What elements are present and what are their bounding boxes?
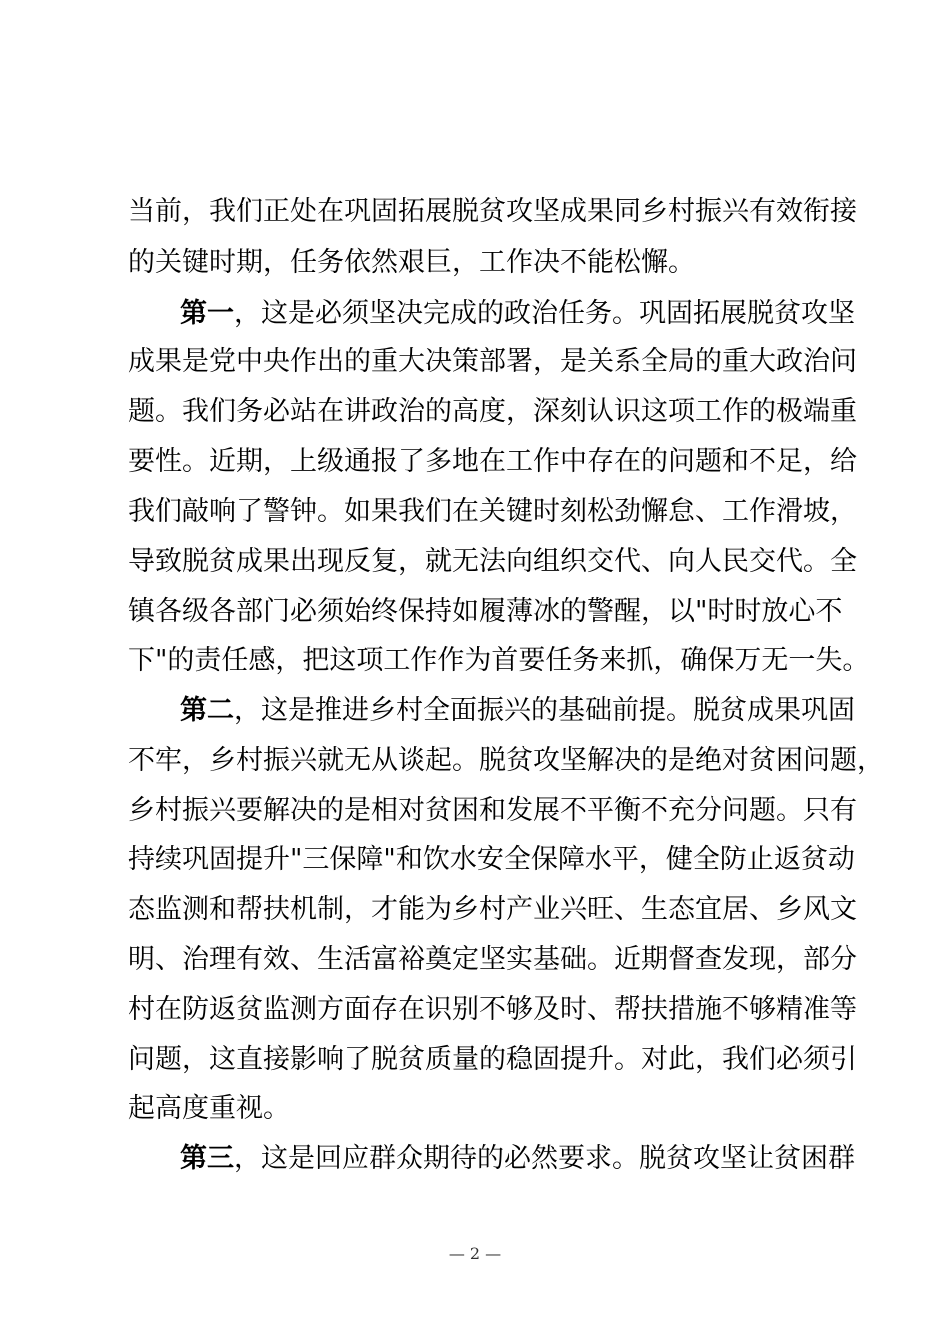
paragraph-line: 题。我们务必站在讲政治的高度，深刻认识这项工作的极端重 <box>128 396 857 427</box>
paragraph-line: 镇各级各部门必须始终保持如履薄冰的警醒，以"时时放心不 <box>128 596 843 627</box>
paragraph-line: 的关键时期，任务依然艰巨，工作决不能松懈。 <box>128 247 695 278</box>
section-lead: 第三 <box>180 1143 234 1174</box>
paragraph-line: 要性。近期，上级通报了多地在工作中存在的问题和不足，给 <box>128 446 857 477</box>
paragraph-line: 第二，这是推进乡村全面振兴的基础前提。脱贫成果巩固 <box>180 695 855 726</box>
paragraph-line: 我们敲响了警钟。如果我们在关键时刻松劲懈怠、工作滑坡， <box>128 496 857 527</box>
paragraph-line: 持续巩固提升"三保障"和饮水安全保障水平，健全防止返贫动 <box>128 844 855 875</box>
paragraph-line: 明、治理有效、生活富裕奠定坚实基础。近期督查发现，部分 <box>128 944 857 975</box>
paragraph-line: 第一，这是必须坚决完成的政治任务。巩固拓展脱贫攻坚 <box>180 298 855 329</box>
paragraph-line: 导致脱贫成果出现反复，就无法向组织交代、向人民交代。全 <box>128 546 857 577</box>
paragraph-line: 下"的责任感，把这项工作作为首要任务来抓，确保万无一失。 <box>128 645 870 676</box>
paragraph-line: 村在防返贫监测方面存在识别不够及时、帮扶措施不够精准等 <box>128 994 857 1025</box>
page-number: — 2 — <box>448 1244 502 1263</box>
paragraph-line: 起高度重视。 <box>128 1093 290 1124</box>
section-lead: 第二 <box>180 695 234 726</box>
paragraph-line: 不牢，乡村振兴就无从谈起。脱贫攻坚解决的是绝对贫困问题， <box>128 745 884 776</box>
paragraph-line: 成果是党中央作出的重大决策部署，是关系全局的重大政治问 <box>128 346 857 377</box>
section-lead: 第一 <box>180 298 234 329</box>
paragraph-line: 态监测和帮扶机制，才能为乡村产业兴旺、生态宜居、乡风文 <box>128 894 857 925</box>
paragraph-line: 乡村振兴要解决的是相对贫困和发展不平衡不充分问题。只有 <box>128 795 857 826</box>
paragraph-line: 第三，这是回应群众期待的必然要求。脱贫攻坚让贫困群 <box>180 1143 855 1174</box>
paragraph-line: 问题，这直接影响了脱贫质量的稳固提升。对此，我们必须引 <box>128 1044 857 1075</box>
paragraph-line: 当前，我们正处在巩固拓展脱贫攻坚成果同乡村振兴有效衔接 <box>128 196 857 227</box>
